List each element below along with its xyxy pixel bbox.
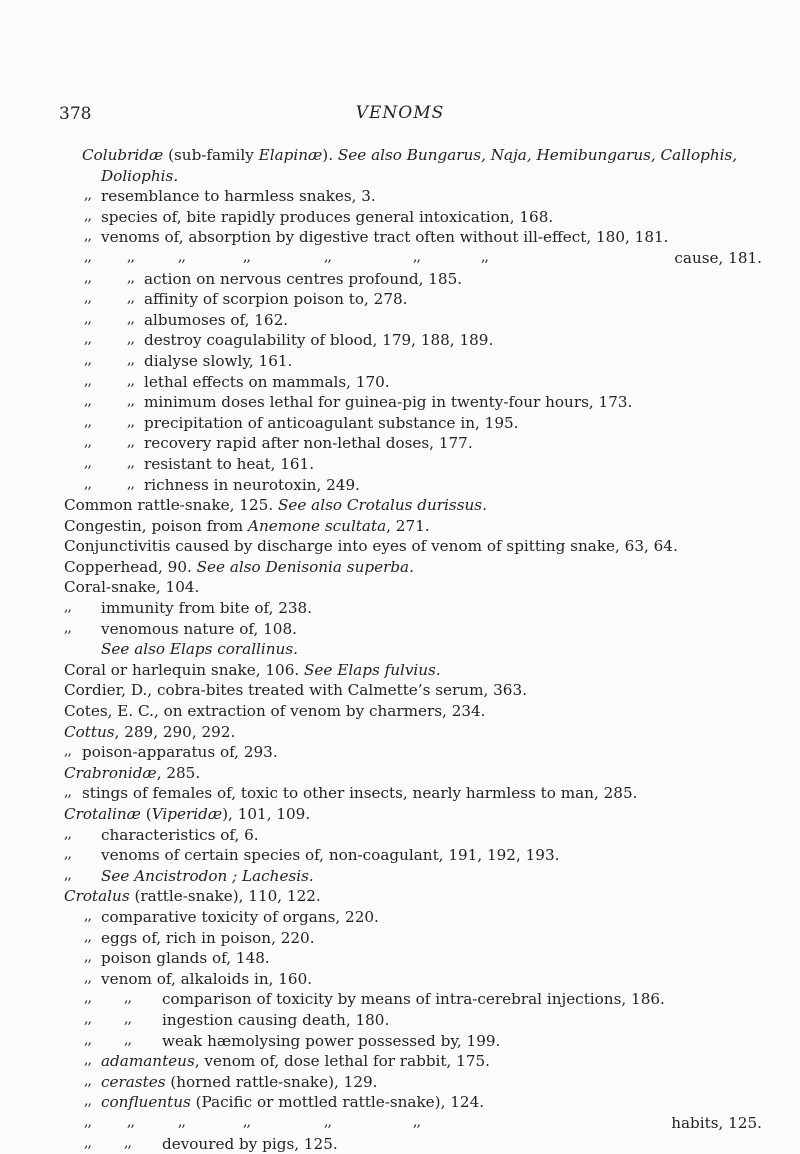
text-run: Common rattle-snake, 125. [64,496,278,514]
italic-text: Elapinæ [259,146,323,164]
index-entry [0,557,800,578]
text-run: (rattle-snake), 110, 122. [130,887,321,905]
ditto-mark: ,, [84,988,91,1009]
entry-text [101,186,376,207]
text-run: , venom of, dose lethal for rabbit, 175. [195,1052,490,1070]
ditto-mark: ,, [324,247,331,268]
text-run: eggs of, rich in poison, 220. [101,929,315,947]
text-run: characteristics of, 6. [101,826,259,844]
index-entry [0,948,800,969]
entry-text [101,928,315,949]
text-run: Coral-snake, 104. [64,578,199,596]
italic-text: cerastes [101,1073,166,1091]
entry-text [162,1010,389,1031]
index-entry [0,310,800,331]
index-entry [0,227,800,248]
italic-text: Crotalus [64,887,130,905]
italic-text: Viperidæ [152,805,222,823]
text-run: ( [141,805,152,823]
text-run: venomous nature of, 108. [101,620,297,638]
entry-text [64,886,321,907]
entry-text [101,619,297,640]
text-run: recovery rapid after non-lethal doses, 177. [144,434,473,452]
index-entry [0,825,800,846]
index-entry [0,680,800,701]
index-entry [0,804,800,825]
index-entry [0,289,800,310]
entry-text [144,475,360,496]
entry-text [64,680,527,701]
ditto-mark: ,, [124,988,131,1009]
text-run: resistant to heat, 161. [144,455,314,473]
italic-text: See also Denisonia superba. [197,558,414,576]
italic-text: See Ancistrodon ; Lachesis. [101,867,314,885]
entry-text [144,310,288,331]
index-entry [0,989,800,1010]
ditto-mark: ,, [84,947,91,968]
running-title: VENOMS [0,103,800,123]
ditto-mark: ,, [84,288,91,309]
ditto-mark: ,, [178,1112,185,1133]
index-entry [0,248,800,269]
index-entry [0,372,800,393]
entry-text [64,495,487,516]
entry-text [64,557,414,578]
ditto-mark: ,, [84,1112,91,1133]
text-run: cause, 181. [674,249,762,267]
entry-text [101,948,270,969]
text-run: comparison of toxicity by means of intra-cerebral injections, 186. [162,990,665,1008]
index-entry [0,1113,800,1134]
ditto-mark: ,, [84,453,91,474]
entry-text [162,1134,338,1154]
text-run: Copperhead, 90. [64,558,197,576]
ditto-mark: ,, [84,906,91,927]
entry-text [671,1113,762,1134]
text-run: , 285. [157,764,200,782]
ditto-mark: ,, [84,1133,91,1154]
index-entry [0,392,800,413]
italic-text: adamanteus [101,1052,195,1070]
entry-text [101,639,298,660]
text-run: minimum doses lethal for guinea-pig in twenty-four hours, 173. [144,393,632,411]
text-run: Cordier, D., cobra-bites treated with Calmette’s serum, 363. [64,681,527,699]
text-run: habits, 125. [671,1114,762,1132]
entry-text [64,516,430,537]
text-run: ). [322,146,338,164]
text-run: destroy coagulability of blood, 179, 188, 189. [144,331,493,349]
ditto-mark: ,, [84,412,91,433]
index-entry [0,1092,800,1113]
italic-text: confluentus [101,1093,191,1111]
index-entry [0,928,800,949]
index-entry [0,516,800,537]
index-entry [0,866,800,887]
ditto-mark: ,, [127,371,134,392]
entry-text [64,536,678,557]
italic-text: Crotalinæ [64,805,141,823]
text-run: venoms of certain species of, non-coagulant, 191, 192, 193. [101,846,559,864]
ditto-mark: ,, [64,618,71,639]
ditto-mark: ,, [64,597,71,618]
ditto-mark: ,, [84,1009,91,1030]
index-entry [0,783,800,804]
entry-text [101,598,312,619]
entry-text [64,804,310,825]
index-entry [0,475,800,496]
ditto-mark: ,, [127,288,134,309]
entry-text [144,330,493,351]
ditto-mark: ,, [84,268,91,289]
index-entry [0,742,800,763]
text-run: action on nervous centres profound, 185. [144,270,462,288]
entry-text [82,145,737,166]
ditto-mark: ,, [84,927,91,948]
ditto-mark: ,, [64,824,71,845]
index-entry [0,598,800,619]
entry-text [101,1072,377,1093]
ditto-mark: ,, [64,865,71,886]
ditto-mark: ,, [127,474,134,495]
ditto-mark: ,, [84,350,91,371]
index-entry [0,1134,800,1154]
ditto-mark: ,, [243,247,250,268]
index-entry [0,1051,800,1072]
entry-text [101,866,314,887]
text-run: immunity from bite of, 238. [101,599,312,617]
index-entry [0,660,800,681]
ditto-mark: ,, [84,968,91,989]
entry-text [101,166,178,187]
index-entry [0,433,800,454]
index-entry [0,186,800,207]
italic-text: Colubridæ [82,146,163,164]
ditto-mark: ,, [84,226,91,247]
italic-text: See also Elaps corallinus. [101,640,298,658]
ditto-mark: ,, [84,206,91,227]
entry-text [64,763,200,784]
index-entry [0,763,800,784]
entry-text [101,969,312,990]
text-run: Coral or harlequin snake, 106. [64,661,304,679]
ditto-mark: ,, [84,371,91,392]
italic-text: Doliophis. [101,167,178,185]
index-entry [0,886,800,907]
index-entry [0,845,800,866]
index-entry [0,1031,800,1052]
ditto-mark: ,, [481,247,488,268]
entry-text [64,722,235,743]
entry-text [101,1051,490,1072]
text-run: dialyse slowly, 161. [144,352,292,370]
index-entry [0,413,800,434]
entry-text [101,907,379,928]
text-run: species of, bite rapidly produces general intoxication, 168. [101,208,553,226]
italic-text: Cottus [64,723,115,741]
ditto-mark: ,, [124,1009,131,1030]
text-run: poison glands of, 148. [101,949,270,967]
ditto-mark: ,, [84,432,91,453]
ditto-mark: ,, [84,329,91,350]
ditto-mark: ,, [84,309,91,330]
ditto-mark: ,, [84,1030,91,1051]
text-run: venom of, alkaloids in, 160. [101,970,312,988]
ditto-mark: ,, [84,185,91,206]
ditto-mark: ,, [127,268,134,289]
entry-text [144,372,390,393]
index-entry [0,1010,800,1031]
index-entry [0,722,800,743]
entry-text [144,433,473,454]
text-run: , 289, 290, 292. [115,723,236,741]
text-run: devoured by pigs, 125. [162,1135,338,1153]
text-run: comparative toxicity of organs, 220. [101,908,379,926]
italic-text: See also Crotalus durissus. [278,496,487,514]
entry-text [82,742,278,763]
index-entry [0,701,800,722]
ditto-mark: ,, [64,741,71,762]
text-run: , 271. [386,517,429,535]
text-run: venoms of, absorption by digestive tract often without ill-effect, 180, 181. [101,228,668,246]
entry-text [101,845,559,866]
ditto-mark: ,, [178,247,185,268]
index-entry [0,969,800,990]
index-entry [0,639,800,660]
text-run: Congestin, poison from [64,517,248,535]
index-entry [0,907,800,928]
italic-text: See also Bungarus, Naja, Hemibungarus, Callophis, [338,146,737,164]
entry-text [144,269,462,290]
text-run: (horned rattle-snake), 129. [166,1073,378,1091]
page-number: 378 [59,104,91,124]
ditto-mark: ,, [127,309,134,330]
text-run: richness in neurotoxin, 249. [144,476,360,494]
index-entry [0,166,800,187]
entry-text [144,454,314,475]
ditto-mark: ,, [127,247,134,268]
text-run: (sub-family [163,146,258,164]
italic-text: See Elaps fulvius. [304,661,441,679]
ditto-mark: ,, [127,391,134,412]
entry-text [101,825,259,846]
index-entry [0,1072,800,1093]
entry-text [162,989,665,1010]
entry-text [162,1031,500,1052]
ditto-mark: ,, [127,453,134,474]
ditto-mark: ,, [127,432,134,453]
ditto-mark: ,, [84,1071,91,1092]
ditto-mark: ,, [413,247,420,268]
index-entry [0,145,800,166]
text-run: Cotes, E. C., on extraction of venom by charmers, 234. [64,702,486,720]
entry-text [64,577,199,598]
ditto-mark: ,, [124,1133,131,1154]
ditto-mark: ,, [127,1112,134,1133]
entry-text [144,413,518,434]
entry-text [101,207,553,228]
ditto-mark: ,, [64,844,71,865]
ditto-mark: ,, [413,1112,420,1133]
text-run: ingestion causing death, 180. [162,1011,389,1029]
ditto-mark: ,, [127,350,134,371]
ditto-mark: ,, [84,474,91,495]
index-entry [0,454,800,475]
italic-text: Crabronidæ [64,764,157,782]
entry-text [64,701,486,722]
ditto-mark: ,, [127,412,134,433]
index-entry [0,495,800,516]
text-run: lethal effects on mammals, 170. [144,373,390,391]
index-entries [0,145,800,1154]
ditto-mark: ,, [64,782,71,803]
text-run: albumoses of, 162. [144,311,288,329]
text-run: stings of females of, toxic to other insects, nearly harmless to man, 285. [82,784,637,802]
text-run: (Pacific or mottled rattle-snake), 124. [191,1093,484,1111]
entry-text [101,227,668,248]
ditto-mark: ,, [84,247,91,268]
index-entry [0,269,800,290]
ditto-mark: ,, [84,1091,91,1112]
text-run: weak hæmolysing power possessed by, 199. [162,1032,500,1050]
ditto-mark: ,, [243,1112,250,1133]
ditto-mark: ,, [84,1050,91,1071]
index-entry [0,577,800,598]
text-run: precipitation of anticoagulant substance in, 195. [144,414,518,432]
index-entry [0,330,800,351]
text-run: resemblance to harmless snakes, 3. [101,187,376,205]
index-entry [0,619,800,640]
index-entry [0,351,800,372]
index-entry [0,536,800,557]
entry-text [101,1092,484,1113]
entry-text [64,660,441,681]
entry-text [144,351,292,372]
entry-text [674,248,762,269]
index-entry [0,207,800,228]
ditto-mark: ,, [124,1030,131,1051]
ditto-mark: ,, [324,1112,331,1133]
italic-text: Anemone scultata [248,517,386,535]
entry-text [144,392,632,413]
entry-text [82,783,637,804]
text-run: ), 101, 109. [222,805,310,823]
text-run: Conjunctivitis caused by discharge into eyes of venom of spitting snake, 63, 64. [64,537,678,555]
ditto-mark: ,, [127,329,134,350]
ditto-mark: ,, [84,391,91,412]
text-run: poison-apparatus of, 293. [82,743,278,761]
entry-text [144,289,407,310]
text-run: affinity of scorpion poison to, 278. [144,290,407,308]
